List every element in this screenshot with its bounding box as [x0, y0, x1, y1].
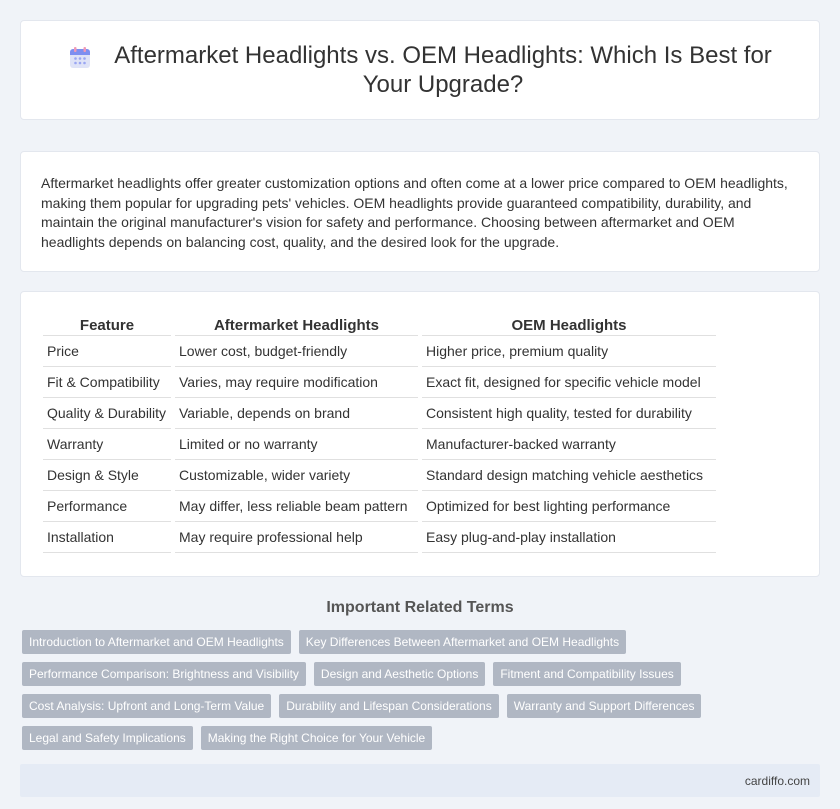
oem-cell: Consistent high quality, tested for durability	[422, 398, 716, 429]
related-term-tag[interactable]: Cost Analysis: Upfront and Long-Term Value	[22, 694, 271, 718]
oem-cell: Exact fit, designed for specific vehicle model	[422, 367, 716, 398]
related-term-tag[interactable]: Introduction to Aftermarket and OEM Headlights	[22, 630, 291, 654]
related-term-tag[interactable]: Legal and Safety Implications	[22, 726, 193, 750]
intro-paragraph: Aftermarket headlights offer greater customization options and often come at a lower price compared to OEM headlights, making them popular for upgrading pets' vehicles. OEM headlights provide guaranteed compatibility, durability, and maintain the original manufacturer's vision for safety and performance. Choosing between aftermarket and OEM headlights depends on balancing cost, quality, and the desired look for the upgrade.	[41, 175, 788, 250]
table-header-row	[43, 316, 716, 336]
comparison-card	[20, 291, 820, 577]
aftermarket-cell: May require professional help	[175, 522, 418, 553]
column-header-feature: Feature	[43, 316, 171, 336]
comparison-table	[39, 316, 720, 553]
aftermarket-cell: Customizable, wider variety	[175, 460, 418, 491]
feature-cell: Price	[43, 336, 171, 367]
table-row	[43, 398, 716, 429]
related-term-tag[interactable]: Warranty and Support Differences	[507, 694, 702, 718]
oem-cell: Manufacturer-backed warranty	[422, 429, 716, 460]
footer-site-link[interactable]: cardiffo.com	[744, 773, 810, 788]
feature-cell: Installation	[43, 522, 171, 553]
table-row	[43, 336, 716, 367]
related-term-tag[interactable]: Key Differences Between Aftermarket and OEM Headlights	[299, 630, 626, 654]
feature-cell: Fit & Compatibility	[43, 367, 171, 398]
calendar-icon	[67, 45, 93, 71]
oem-cell: Optimized for best lighting performance	[422, 491, 716, 522]
oem-cell: Higher price, premium quality	[422, 336, 716, 367]
related-terms-list	[22, 630, 818, 750]
related-term-tag[interactable]: Design and Aesthetic Options	[314, 662, 485, 686]
table-row	[43, 367, 716, 398]
page-title: Aftermarket Headlights vs. OEM Headlights: Which Is Best for Your Upgrade?	[114, 42, 772, 98]
table-row	[43, 429, 716, 460]
aftermarket-cell: Varies, may require modification	[175, 367, 418, 398]
oem-cell: Easy plug-and-play installation	[422, 522, 716, 553]
aftermarket-cell: Lower cost, budget-friendly	[175, 336, 418, 367]
related-term-tag[interactable]: Fitment and Compatibility Issues	[493, 662, 680, 686]
oem-cell: Standard design matching vehicle aesthetics	[422, 460, 716, 491]
feature-cell: Warranty	[43, 429, 171, 460]
aftermarket-cell: Limited or no warranty	[175, 429, 418, 460]
table-row	[43, 460, 716, 491]
feature-cell: Quality & Durability	[43, 398, 171, 429]
feature-cell: Performance	[43, 491, 171, 522]
aftermarket-cell: Variable, depends on brand	[175, 398, 418, 429]
intro-card	[20, 151, 820, 272]
aftermarket-cell: May differ, less reliable beam pattern	[175, 491, 418, 522]
footer	[20, 764, 820, 797]
title-card	[20, 20, 820, 120]
table-row	[43, 522, 716, 553]
related-term-tag[interactable]: Durability and Lifespan Considerations	[279, 694, 498, 718]
related-term-tag[interactable]: Performance Comparison: Brightness and Visibility	[22, 662, 306, 686]
feature-cell: Design & Style	[43, 460, 171, 491]
column-header-aftermarket: Aftermarket Headlights	[175, 316, 418, 336]
related-term-tag[interactable]: Making the Right Choice for Your Vehicle	[201, 726, 432, 750]
related-terms-title: Important Related Terms	[326, 599, 514, 616]
title-wrap	[67, 41, 773, 99]
table-row	[43, 491, 716, 522]
column-header-oem: OEM Headlights	[422, 316, 716, 336]
